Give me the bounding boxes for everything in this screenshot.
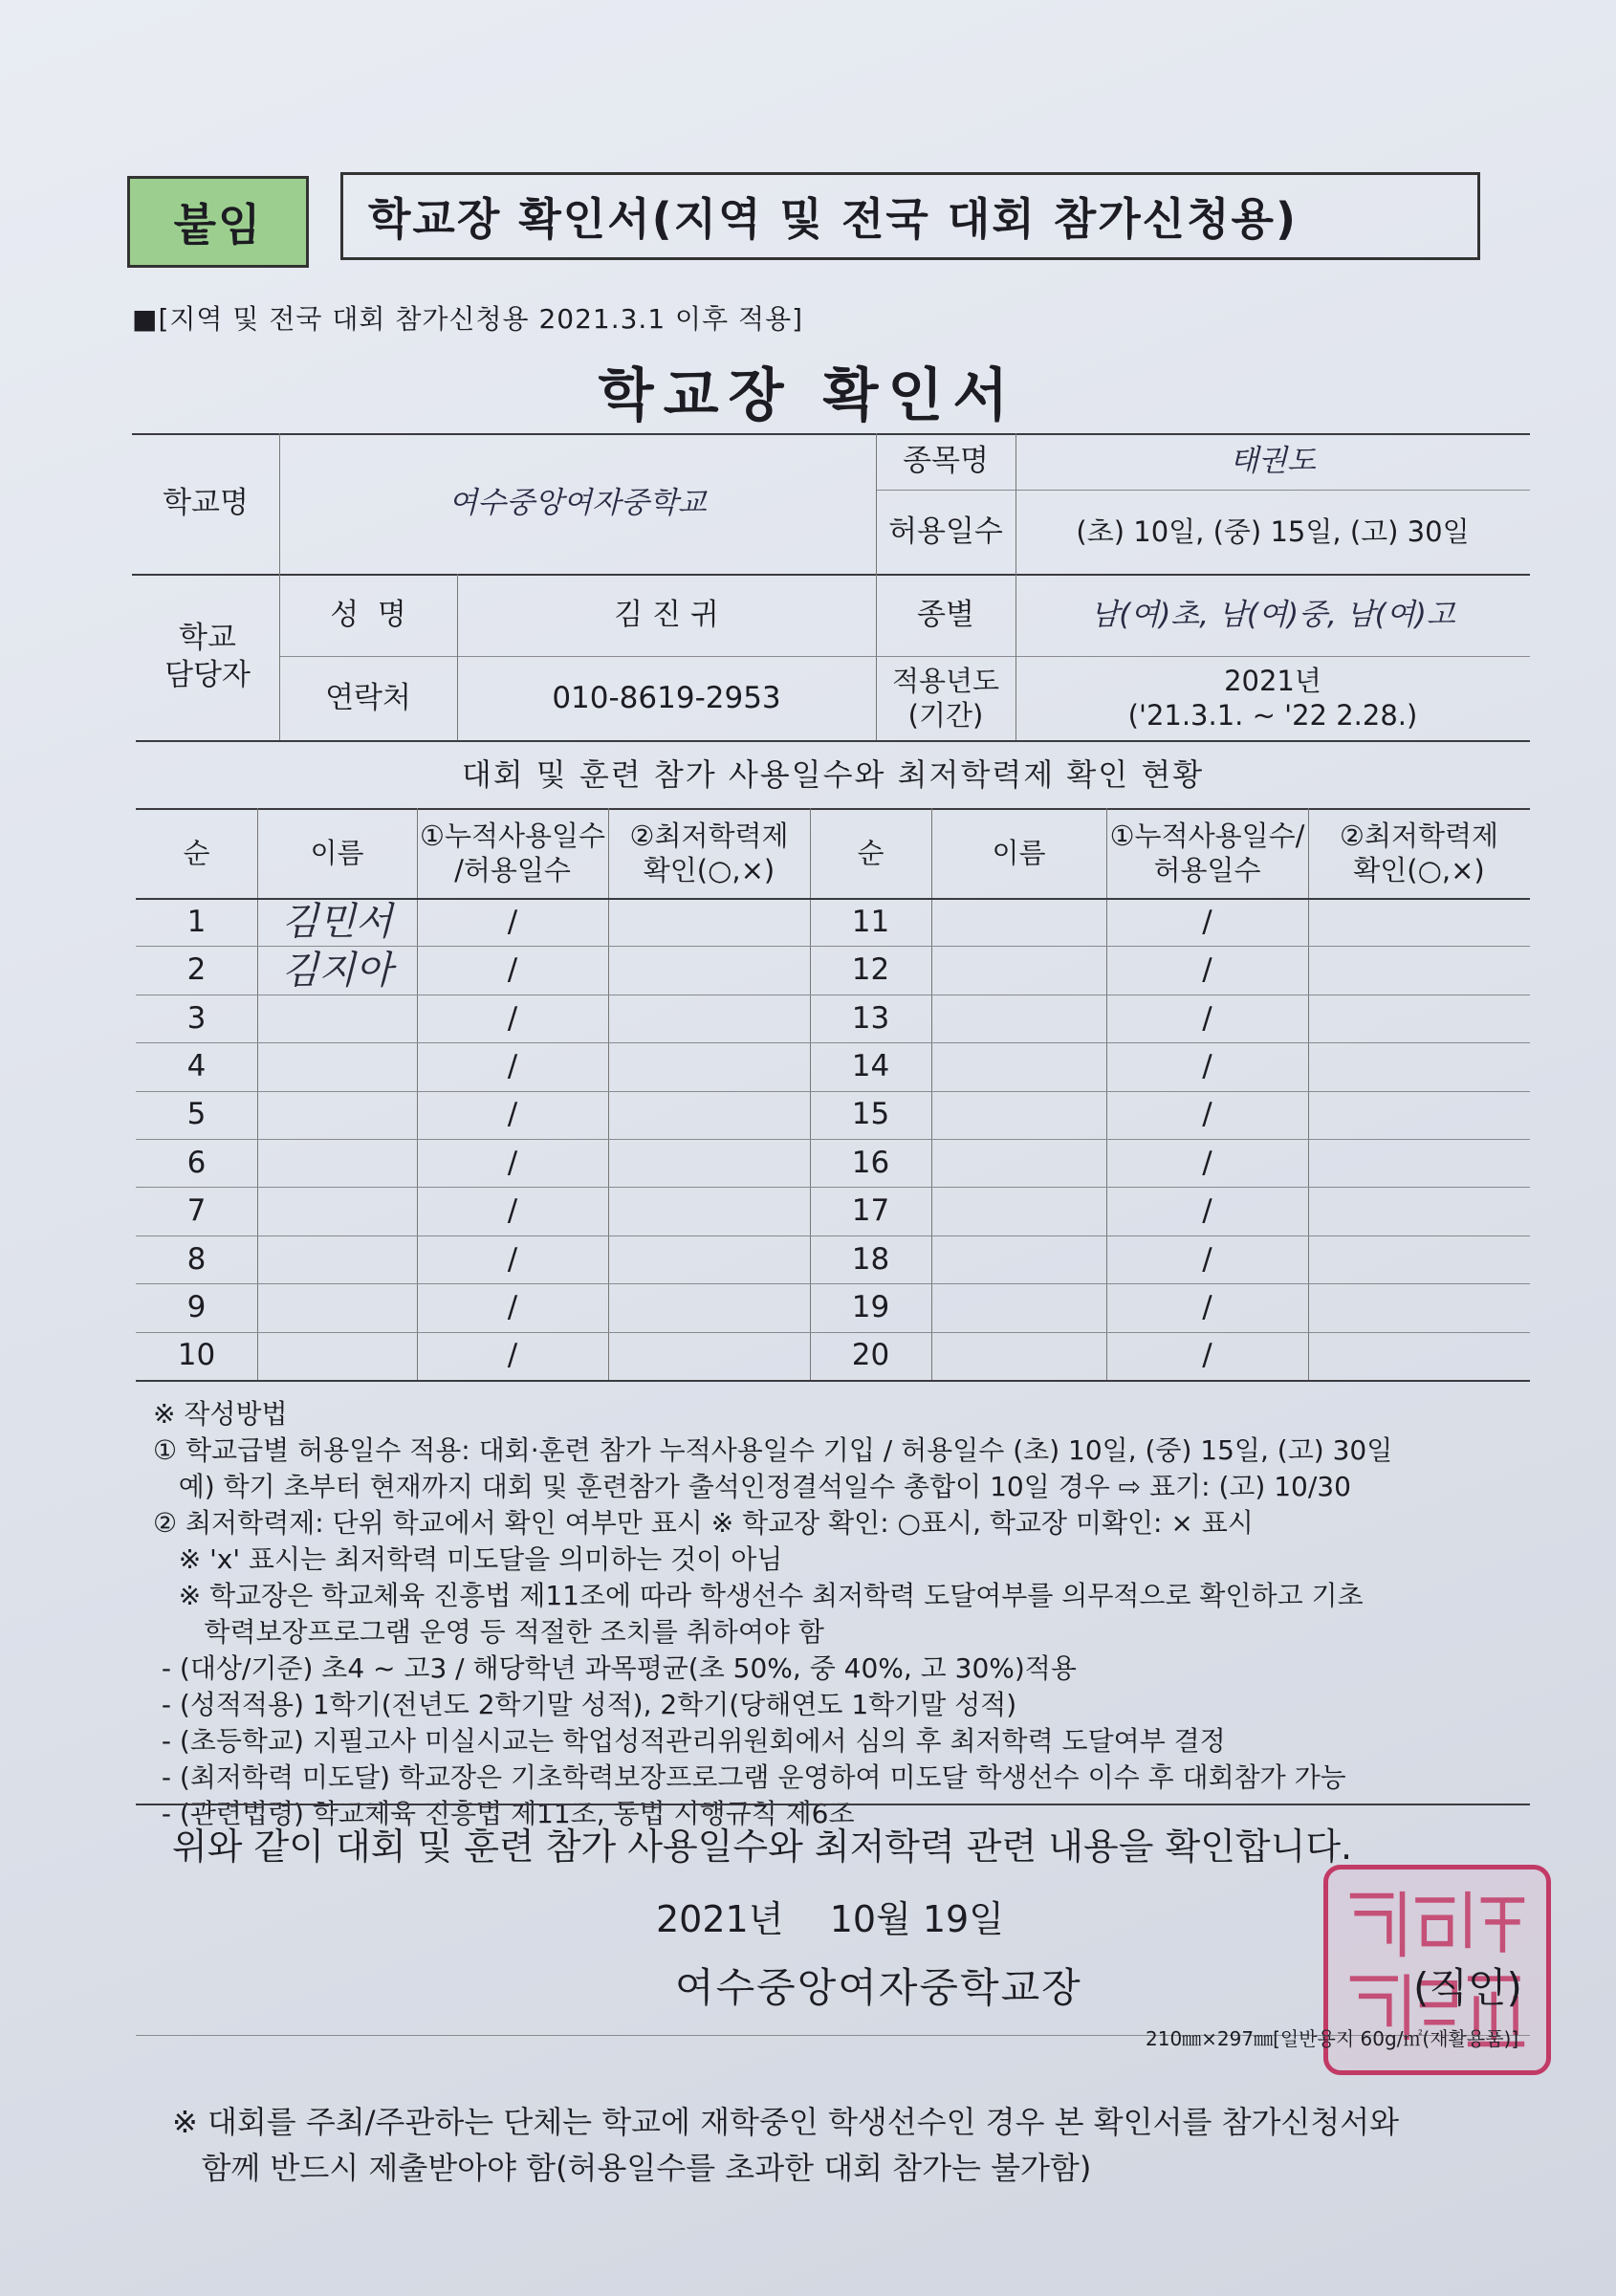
academic-check <box>1308 946 1530 994</box>
instruction-line: ① 학교급별 허용일수 적용: 대회·훈련 참가 누적사용일수 기입 / 허용일수 (초) 10일, (중) 15일, (고) 30일 <box>153 1434 1393 1466</box>
days-used: / <box>1202 1338 1212 1373</box>
seal-mark-label: (직인) <box>1413 1964 1522 2011</box>
days-used: / <box>507 1241 518 1277</box>
instruction-line: ※ 'x' 표시는 최저학력 미도달을 의미하는 것이 아님 <box>153 1543 783 1575</box>
days-used: / <box>1202 1049 1212 1083</box>
footer-note-line-2: 함께 반드시 제출받아야 함(허용일수를 초과한 대회 참가는 불가함) <box>172 2150 1092 2186</box>
athlete-name <box>931 1187 1106 1235</box>
academic-check <box>1308 1332 1530 1380</box>
athlete-name <box>931 1332 1106 1380</box>
athlete-name <box>257 1139 417 1187</box>
academic-check <box>608 1332 810 1380</box>
row-number: 14 <box>851 1049 890 1083</box>
academic-check <box>1308 1042 1530 1090</box>
title-box: 학교장 확인서(지역 및 전국 대회 참가신청용) <box>340 172 1480 260</box>
instruction-line: - (초등학교) 지필고사 미실시교는 학업성적관리위원회에서 심의 후 최저학력 도달여부 결정 <box>153 1725 1226 1757</box>
days-used: / <box>1202 1097 1212 1132</box>
row-number: 11 <box>851 904 890 939</box>
days-used: / <box>1202 1193 1212 1229</box>
row-number: 19 <box>851 1290 890 1324</box>
row-number: 13 <box>851 1000 890 1036</box>
instruction-line: ② 최저학력제: 단위 학교에서 확인 여부만 표시 ※ 학교장 확인: ○표시, 학교장 미확인: × 표시 <box>153 1507 1254 1539</box>
athlete-name <box>931 1235 1106 1283</box>
days-used: / <box>507 1000 518 1036</box>
days-used: / <box>1202 1145 1212 1180</box>
row-number: 16 <box>851 1145 890 1180</box>
days-used: / <box>507 1193 518 1229</box>
row-number: 20 <box>851 1338 890 1373</box>
document-heading: 학교장 확인서 <box>598 362 1018 429</box>
form-note: ■[지역 및 전국 대회 참가신청용 2021.3.1 이후 적용] <box>132 303 804 335</box>
school-label: 학교명 <box>163 486 249 521</box>
academic-check <box>1308 1235 1530 1283</box>
instruction-line: 예) 학기 초부터 현재까지 대회 및 훈련참가 출석인정결석일수 총합이 10일 경우 ⇨ 표기: (고) 10/30 <box>153 1471 1351 1502</box>
athlete-name <box>931 1042 1106 1090</box>
period-label: 적용년도 (기간) <box>891 664 1000 732</box>
participation-table <box>136 808 1530 1380</box>
instruction-line: - (대상/기준) 초4 ~ 고3 / 해당학년 과목평균(초 50%, 중 40%, 고 30%)적용 <box>153 1652 1077 1684</box>
instruction-line: - (최저학력 미도달) 학교장은 기초학력보장프로그램 운영하여 미도달 학생선수 이수 후 대회참가 가능 <box>153 1761 1346 1793</box>
instruction-line: - (관련법령) 학교체육 진흥법 제11조, 동법 시행규칙 제6조 <box>153 1798 855 1829</box>
row-number: 5 <box>186 1097 207 1132</box>
days-used: / <box>1202 1000 1212 1036</box>
table-header-cell: ②최저학력제 확인(○,×) <box>629 819 789 886</box>
athlete-name <box>257 1332 417 1380</box>
athlete-name <box>931 1091 1106 1139</box>
academic-check <box>608 946 810 994</box>
instruction-line: 학력보장프로그램 운영 등 적절한 조치를 취하여야 함 <box>153 1616 824 1648</box>
athlete-name <box>257 1187 417 1235</box>
row-number: 9 <box>186 1290 207 1324</box>
row-number: 15 <box>851 1097 890 1132</box>
academic-check <box>608 995 810 1042</box>
academic-check <box>1308 1091 1530 1139</box>
sport-label: 종목명 <box>903 444 989 479</box>
name-label: 성 명 <box>330 597 406 632</box>
athlete-name <box>931 1139 1106 1187</box>
rule <box>136 740 1530 742</box>
academic-check <box>1308 1187 1530 1235</box>
row-number: 17 <box>851 1193 890 1229</box>
attachment-tag: 붙임 <box>127 176 309 268</box>
athlete-name <box>257 995 417 1042</box>
athlete-name: 김민서 <box>281 900 393 945</box>
section-title: 대회 및 훈련 참가 사용일수와 최저학력제 확인 현황 <box>461 756 1205 793</box>
academic-check <box>608 1042 810 1090</box>
athlete-name <box>257 1235 417 1283</box>
academic-check <box>1308 995 1530 1042</box>
days-used: / <box>507 952 518 988</box>
allowed-days-value: (초) 10일, (중) 15일, (고) 30일 <box>1076 514 1470 548</box>
table-header-cell: 순 <box>857 836 884 869</box>
academic-check <box>608 1235 810 1283</box>
row-number: 18 <box>851 1241 890 1277</box>
athlete-name <box>257 1283 417 1331</box>
table-header-cell: 이름 <box>992 836 1046 869</box>
instruction-line: ※ 작성방법 <box>153 1398 288 1430</box>
table-header-cell: ①누적사용일수/ 허용일수 <box>1109 819 1305 886</box>
days-used: / <box>1202 1290 1212 1324</box>
principal-signature-line: 여수중앙여자중학교장 <box>675 1964 1082 2011</box>
athlete-name <box>931 1283 1106 1331</box>
paper-spec: 210㎜×297㎜[일반용지 60g/㎡(재활용품)] <box>1146 2027 1519 2050</box>
athlete-name <box>931 898 1106 946</box>
academic-check <box>608 1091 810 1139</box>
row-number: 10 <box>177 1338 216 1373</box>
days-used: / <box>507 1049 518 1083</box>
rule <box>136 1804 1530 1805</box>
confirmation-statement: 위와 같이 대회 및 훈련 참가 사용일수와 최저학력 관련 내용을 확인합니다. <box>172 1826 1353 1868</box>
athlete-name: 김지아 <box>281 948 393 993</box>
row-number: 3 <box>186 1000 207 1036</box>
academic-check <box>1308 1283 1530 1331</box>
period-value: 2021년 ('21.3.1. ~ '22 2.28.) <box>1127 664 1418 732</box>
row-number: 4 <box>186 1049 207 1083</box>
row-number: 1 <box>186 904 207 939</box>
instruction-line: - (성적적용) 1학기(전년도 2학기말 성적), 2학기(당해연도 1학기말 성적) <box>153 1689 1017 1720</box>
phone-label: 연락처 <box>325 680 411 715</box>
academic-check <box>608 1187 810 1235</box>
academic-check <box>608 1283 810 1331</box>
row-number: 6 <box>186 1145 207 1180</box>
days-used: / <box>1202 1241 1212 1277</box>
academic-check <box>1308 1139 1530 1187</box>
table-header-cell: 순 <box>183 836 210 869</box>
athlete-name <box>257 1042 417 1090</box>
contact-name-value: 김 진 귀 <box>614 597 719 632</box>
days-used: / <box>1202 904 1212 939</box>
days-used: / <box>507 1338 518 1373</box>
athlete-name <box>257 1091 417 1139</box>
contact-person-label: 학교 담당자 <box>164 621 251 692</box>
instruction-line: ※ 학교장은 학교체육 진흥법 제11조에 따라 학생선수 최저학력 도달여부를 의무적으로 확인하고 기초 <box>153 1580 1364 1611</box>
academic-check <box>608 898 810 946</box>
days-used: / <box>507 1145 518 1180</box>
rule <box>136 1380 1530 1382</box>
days-used: / <box>1202 952 1212 988</box>
table-header-cell: 이름 <box>310 836 364 869</box>
days-used: / <box>507 1097 518 1132</box>
gender-label: 종별 <box>917 597 974 632</box>
athlete-name <box>931 946 1106 994</box>
table-header-cell: ①누적사용일수 /허용일수 <box>419 819 606 886</box>
school-value: 여수중앙여자중학교 <box>448 486 707 521</box>
footer-note-line-1: ※ 대회를 주최/주관하는 단체는 학교에 재학중인 학생선수인 경우 본 확인서를 참가신청서와 <box>172 2104 1400 2140</box>
academic-check <box>608 1139 810 1187</box>
sport-value: 태권도 <box>1230 444 1316 479</box>
gender-value: 남(여)초, 남(여)중, 남(여)고 <box>1090 597 1455 632</box>
academic-check <box>1308 898 1530 946</box>
phone-value: 010-8619-2953 <box>552 680 781 715</box>
issue-date: 2021년 10월 19일 <box>656 1898 1004 1940</box>
athlete-name <box>931 995 1106 1042</box>
row-number: 12 <box>851 952 890 988</box>
table-header-cell: ②최저학력제 확인(○,×) <box>1339 819 1499 886</box>
days-used: / <box>507 904 518 939</box>
instructions <box>153 1396 1530 1832</box>
row-number: 8 <box>186 1241 207 1277</box>
row-number: 7 <box>186 1193 207 1229</box>
days-used: / <box>507 1290 518 1324</box>
row-number: 2 <box>186 952 207 988</box>
allowed-days-label: 허용일수 <box>888 514 1003 549</box>
